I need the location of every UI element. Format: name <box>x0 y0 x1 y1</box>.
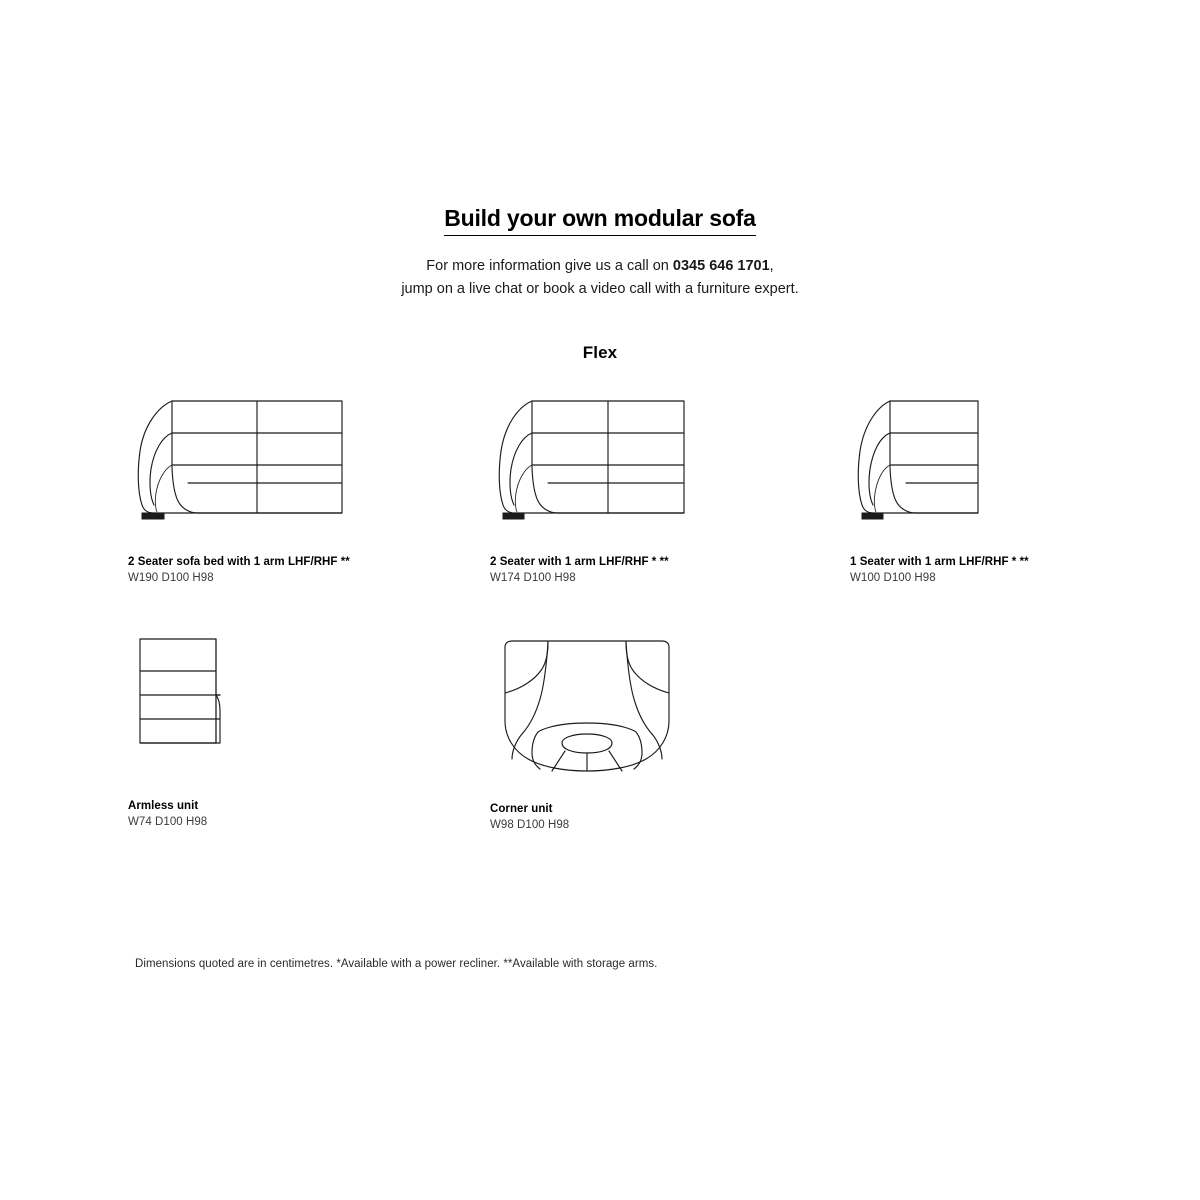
subtitle-post-text: , <box>769 258 774 275</box>
subtitle-line-2: jump on a live chat or book a video call with a furniture expert. <box>401 280 799 297</box>
unit-name: 1 Seater with 1 arm LHF/RHF * ** <box>850 556 1029 569</box>
unit-card-two-seater-one-arm <box>490 393 700 533</box>
unit-dimensions: W74 D100 H98 <box>128 816 208 829</box>
unit-caption-one-seater-one-arm <box>850 555 1029 586</box>
page-header <box>0 0 1200 300</box>
footnote: Dimensions quoted are in centimetres. *Available with a power recliner. **Available with storage arms. <box>135 958 658 970</box>
unit-dimensions: W100 D100 H98 <box>850 572 936 585</box>
units-row-1 <box>0 393 1200 593</box>
unit-name: Corner unit <box>490 803 553 816</box>
unit-card-armless-unit <box>128 633 238 773</box>
unit-caption-two-seater-one-arm <box>490 555 669 586</box>
unit-dimensions: W190 D100 H98 <box>128 572 214 585</box>
sofa-2-seater-sofa-bed-one-arm-icon <box>128 393 368 533</box>
page-subtitle <box>0 255 1200 300</box>
unit-dimensions: W98 D100 H98 <box>490 819 570 832</box>
sofa-corner-unit-icon <box>490 633 690 783</box>
unit-name: 2 Seater sofa bed with 1 arm LHF/RHF ** <box>128 556 350 569</box>
sofa-2-seater-one-arm-icon <box>490 393 700 533</box>
unit-dimensions: W174 D100 H98 <box>490 572 576 585</box>
units-row-2 <box>0 633 1200 853</box>
subtitle-line-1 <box>426 258 773 274</box>
unit-card-two-seater-sofa-bed-one-arm <box>128 393 368 533</box>
collection-name: Flex <box>582 343 618 363</box>
unit-name: Armless unit <box>128 800 199 813</box>
page-title: Build your own modular sofa <box>444 206 756 236</box>
unit-card-corner-unit <box>490 633 690 783</box>
contact-phone-number: 0345 646 1701 <box>672 258 770 275</box>
subtitle-pre-text: For more information give us a call on <box>426 258 673 275</box>
unit-name: 2 Seater with 1 arm LHF/RHF * ** <box>490 556 669 569</box>
unit-caption-armless-unit <box>128 799 207 830</box>
sofa-armless-unit-icon <box>128 633 238 773</box>
unit-card-one-seater-one-arm <box>850 393 1000 533</box>
sofa-1-seater-one-arm-icon <box>850 393 1000 533</box>
unit-caption-two-seater-sofa-bed-one-arm <box>128 555 350 586</box>
unit-caption-corner-unit <box>490 802 569 833</box>
